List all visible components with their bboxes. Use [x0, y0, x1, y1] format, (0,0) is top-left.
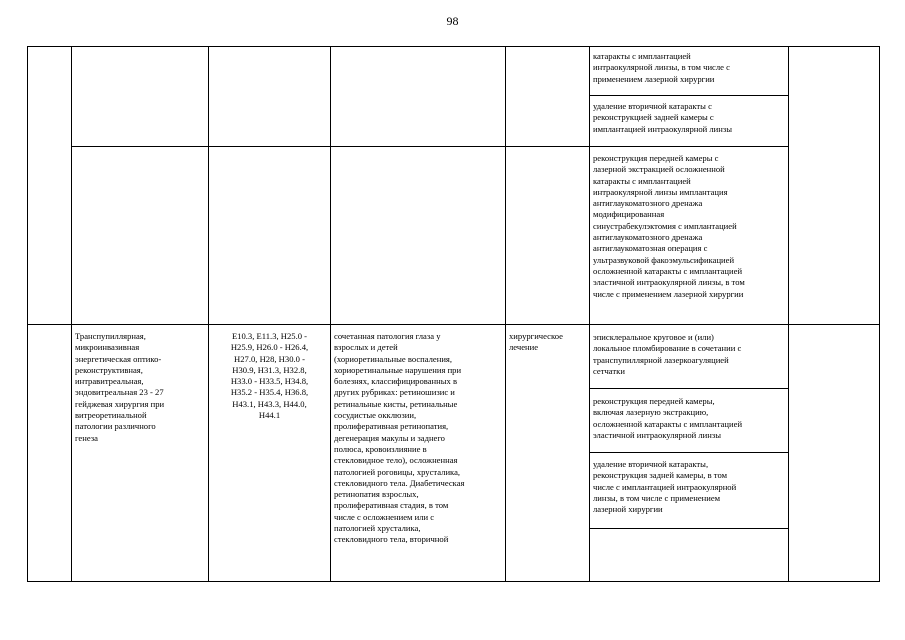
row-divider	[27, 324, 880, 325]
treatment-method-cell: реконструкция передней камеры, включая лазерную экстракцию, осложненной катаракты с имплантацией эластичной интраокулярной линзы	[593, 396, 743, 440]
medical-care-table	[27, 46, 880, 582]
column-divider	[208, 46, 209, 582]
table-border-left	[27, 46, 28, 582]
treatment-method-cell: эписклеральное круговое и (или) локальное пломбирование в сочетании с транспупиллярной лазеркоагуляцией сетчатки	[593, 332, 742, 376]
intervention-name-cell: Транспупиллярная, микроинвазивная энергетическая оптико- реконструктивная, интравитреальная, эндовитреальная 23 - 27 гейджевая хирургия при витреоретинальной патологии различного генеза	[75, 331, 165, 443]
method-divider	[589, 528, 789, 529]
method-divider	[589, 388, 789, 389]
icd-codes-cell: E10.3, E11.3, H25.0 - H25.9, H26.0 - H26.4, H27.0, H28, H30.0 - H30.9, H31.3, H32.8, H33.0 - H33.5, H34.8, H35.2 - H35.4, H36.8, H43.1, H43.3, H44.0, H44.1	[230, 331, 309, 421]
row-divider	[71, 146, 789, 147]
column-divider	[589, 46, 590, 582]
treatment-method-cell: удаление вторичной катаракты с реконструкцией задней камеры с имплантацией интраокулярной линзы	[593, 101, 733, 134]
method-divider	[589, 95, 789, 96]
treatment-method-cell: удаление вторичной катаракты, реконструкция задней камеры, в том числе с имплантацией интраокулярной линзы, в том числе с применением лазерной хирургии	[593, 459, 737, 515]
column-divider	[505, 46, 506, 582]
treatment-method-cell: реконструкция передней камеры с лазерной экстракцией осложненной катаракты с имплантацией интраокулярной линзы имплантация антиглаукоматозного дренажа модифицированная синустрабекулэктомия с имплантацией антиглаукоматозного дренажа антиглаукоматозная операция с ультразвуковой факоэмульсификацией осложненной катаракты с имплантацией эластичной интраокулярной линзы, в том числе с применением лазерной хирургии	[593, 153, 745, 299]
treatment-type-cell: хирургическое лечение	[509, 331, 563, 353]
method-divider	[589, 452, 789, 453]
page-number: 98	[446, 14, 459, 28]
column-divider	[330, 46, 331, 582]
column-divider	[788, 46, 789, 582]
diagnosis-cell: сочетанная патология глаза у взрослых и детей (хориоретинальные воспаления, хориоретинальные нарушения при болезнях, классифицированных в других рубриках: ретиношизис и ретинальные кисты, ретинальные сосудистые окклюзии, пролиферативная ретинопатия, дегенерация макулы и заднего полюса, кровоизлияние в стекловидное тело), осложненная патологией роговицы, хрусталика, стекловидного тела. Диабетическая ретинопатия взрослых, пролиферативная стадия, в том числе с осложнением или с патологией хрусталика, стекловидного тела, вторичной	[334, 331, 465, 545]
column-divider	[71, 46, 72, 582]
treatment-method-cell: катаракты с имплантацией интраокулярной линзы, в том числе с применением лазерной хирургии	[593, 51, 730, 84]
table-border-right	[879, 46, 880, 582]
table-border-bottom	[27, 581, 880, 582]
table-border-top	[27, 46, 880, 47]
